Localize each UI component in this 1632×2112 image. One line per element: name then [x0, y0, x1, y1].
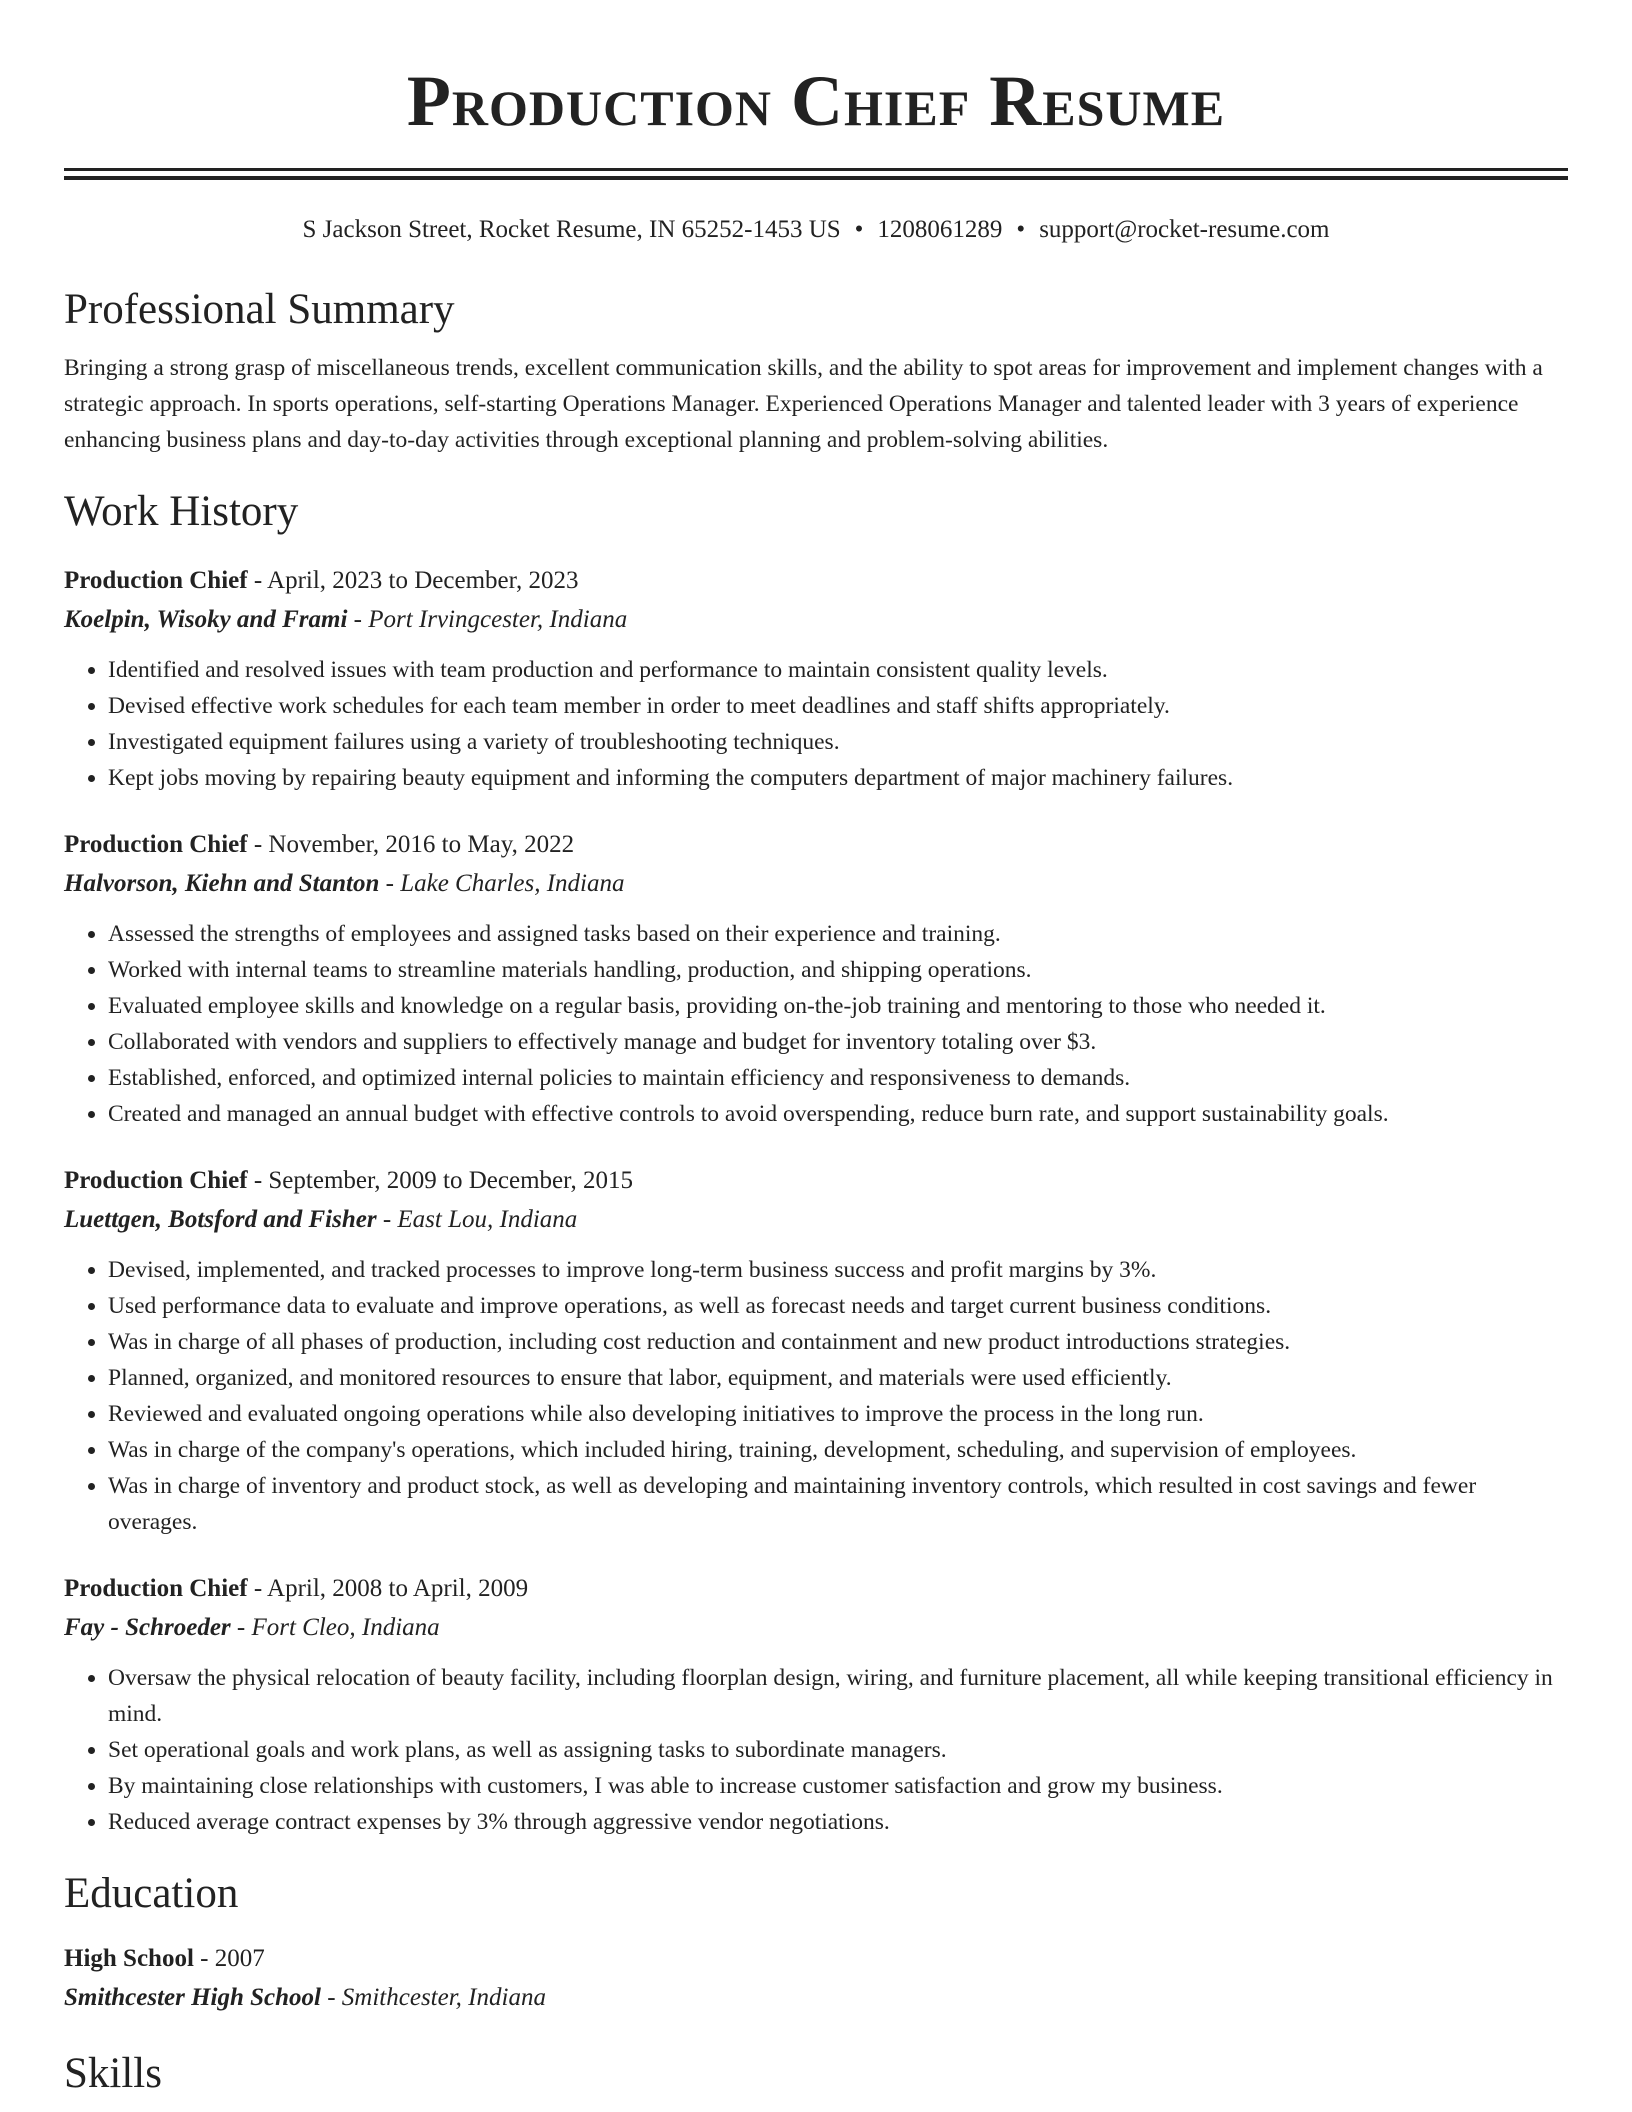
job-company-line [64, 600, 1568, 640]
job-bullet: • Reduced average contract expenses by 3% through aggressive vendor negotiations. [108, 1804, 1568, 1840]
education-year: - 2007 [193, 1945, 265, 1972]
job-bullet: • Was in charge of all phases of production, including cost reduction and containment and new product introductions strategies. [108, 1324, 1568, 1360]
education-school: Smithcester High School [64, 1984, 321, 2011]
job-title-line [64, 562, 1568, 600]
job-bullet: • Used performance data to evaluate and improve operations, as well as forecast needs and target current business conditions. [108, 1288, 1568, 1324]
job-title-line [64, 1162, 1568, 1200]
job-location: - East Lou, Indiana [376, 1206, 578, 1233]
job-title-line [64, 1570, 1568, 1608]
page-title: Production Chief Resume [406, 61, 1226, 141]
job-company-line [64, 1608, 1568, 1648]
contact-address: S Jackson Street, Rocket Resume, IN 65252-1453 US [302, 216, 841, 243]
job-company: Halvorson, Kiehn and Stanton [64, 870, 380, 897]
summary-text: Bringing a strong grasp of miscellaneous trends, excellent communication skills, and the ability to spot areas for improvement and implement changes with a strategic approach. In sports operations, self-starting Operations Manager. Experienced Operations Manager and talented leader with 3 years of experience enhancing business plans and day-to-day activities through exceptional planning and problem-solving abilities. [64, 355, 1543, 453]
job-entry [64, 826, 1568, 1132]
job-location: - Lake Charles, Indiana [379, 870, 625, 897]
job-bullet: • Evaluated employee skills and knowledge on a regular basis, providing on-the-job training and mentoring to those who needed it. [108, 988, 1568, 1024]
job-bullet: • Assessed the strengths of employees and assigned tasks based on their experience and training. [108, 916, 1568, 952]
job-bullet: • Reviewed and evaluated ongoing operations while also developing initiatives to improve the process in the long run. [108, 1396, 1568, 1432]
work-history-heading: Work History [64, 488, 299, 535]
contact-email: support@rocket-resume.com [1039, 216, 1330, 243]
job-company-line [64, 864, 1568, 904]
skills-heading: Skills [64, 2050, 162, 2097]
job-bullet: • Investigated equipment failures using a variety of troubleshooting techniques. [108, 724, 1568, 760]
job-bullets [64, 1660, 1568, 1840]
contact-phone: 1208061289 [877, 216, 1003, 243]
job-dates: - November, 2016 to May, 2022 [247, 831, 575, 858]
education-school-line [64, 1978, 1568, 2018]
job-bullet: • Was in charge of inventory and product stock, as well as developing and maintaining inventory controls, which resulted in cost savings and fewer overages. [108, 1468, 1568, 1540]
job-bullet: • Planned, organized, and monitored resources to ensure that labor, equipment, and materials were used efficiently. [108, 1360, 1568, 1396]
job-company: Koelpin, Wisoky and Frami [64, 606, 348, 633]
job-dates: - April, 2008 to April, 2009 [247, 1575, 529, 1602]
job-location: - Port Irvingcester, Indiana [347, 606, 628, 633]
job-entry [64, 1570, 1568, 1840]
job-bullet: • Created and managed an annual budget with effective controls to avoid overspending, reduce burn rate, and support sustainability goals. [108, 1096, 1568, 1132]
job-company: Luettgen, Botsford and Fisher [64, 1206, 377, 1233]
job-bullet: • Devised effective work schedules for each team member in order to meet deadlines and staff shifts appropriately. [108, 688, 1568, 724]
job-title-line [64, 826, 1568, 864]
contact-line [64, 214, 1568, 246]
education-entry [64, 1940, 1568, 2018]
job-entry [64, 562, 1568, 796]
job-company-line [64, 1200, 1568, 1240]
job-title: Production Chief [64, 1575, 248, 1602]
job-bullet: • Identified and resolved issues with team production and performance to maintain consistent quality levels. [108, 652, 1568, 688]
job-bullets [64, 652, 1568, 796]
education-heading: Education [64, 1870, 239, 1917]
education-degree-line [64, 1940, 1568, 1978]
summary-heading: Professional Summary [64, 286, 455, 333]
job-bullet: • Was in charge of the company's operations, which included hiring, training, development, scheduling, and supervision of employees. [108, 1432, 1568, 1468]
job-dates: - April, 2023 to December, 2023 [247, 567, 579, 594]
job-bullet: • Collaborated with vendors and suppliers to effectively manage and budget for inventory totaling over $3. [108, 1024, 1568, 1060]
job-title: Production Chief [64, 831, 248, 858]
job-entry [64, 1162, 1568, 1540]
job-bullet: • Set operational goals and work plans, as well as assigning tasks to subordinate managers. [108, 1732, 1568, 1768]
job-bullet: • Established, enforced, and optimized internal policies to maintain efficiency and responsiveness to demands. [108, 1060, 1568, 1096]
job-title: Production Chief [64, 567, 248, 594]
job-bullet: • Worked with internal teams to streamline materials handling, production, and shipping operations. [108, 952, 1568, 988]
contact-separator: • [1016, 216, 1026, 243]
job-company: Fay - Schroeder [64, 1614, 231, 1641]
job-bullet: • Kept jobs moving by repairing beauty equipment and informing the computers department of major machinery failures. [108, 760, 1568, 796]
education-location: - Smithcester, Indiana [320, 1984, 546, 2011]
job-bullet: • By maintaining close relationships with customers, I was able to increase customer satisfaction and grow my business. [108, 1768, 1568, 1804]
job-title: Production Chief [64, 1167, 248, 1194]
job-location: - Fort Cleo, Indiana [230, 1614, 440, 1641]
contact-separator: • [854, 216, 864, 243]
job-dates: - September, 2009 to December, 2015 [247, 1167, 633, 1194]
job-bullets [64, 916, 1568, 1132]
education-degree: High School [64, 1945, 194, 1972]
job-bullets [64, 1252, 1568, 1540]
title-divider [64, 168, 1568, 180]
job-bullet: • Oversaw the physical relocation of beauty facility, including floorplan design, wiring, and furniture placement, all while keeping transitional efficiency in mind. [108, 1660, 1568, 1732]
job-bullet: • Devised, implemented, and tracked processes to improve long-term business success and profit margins by 3%. [108, 1252, 1568, 1288]
